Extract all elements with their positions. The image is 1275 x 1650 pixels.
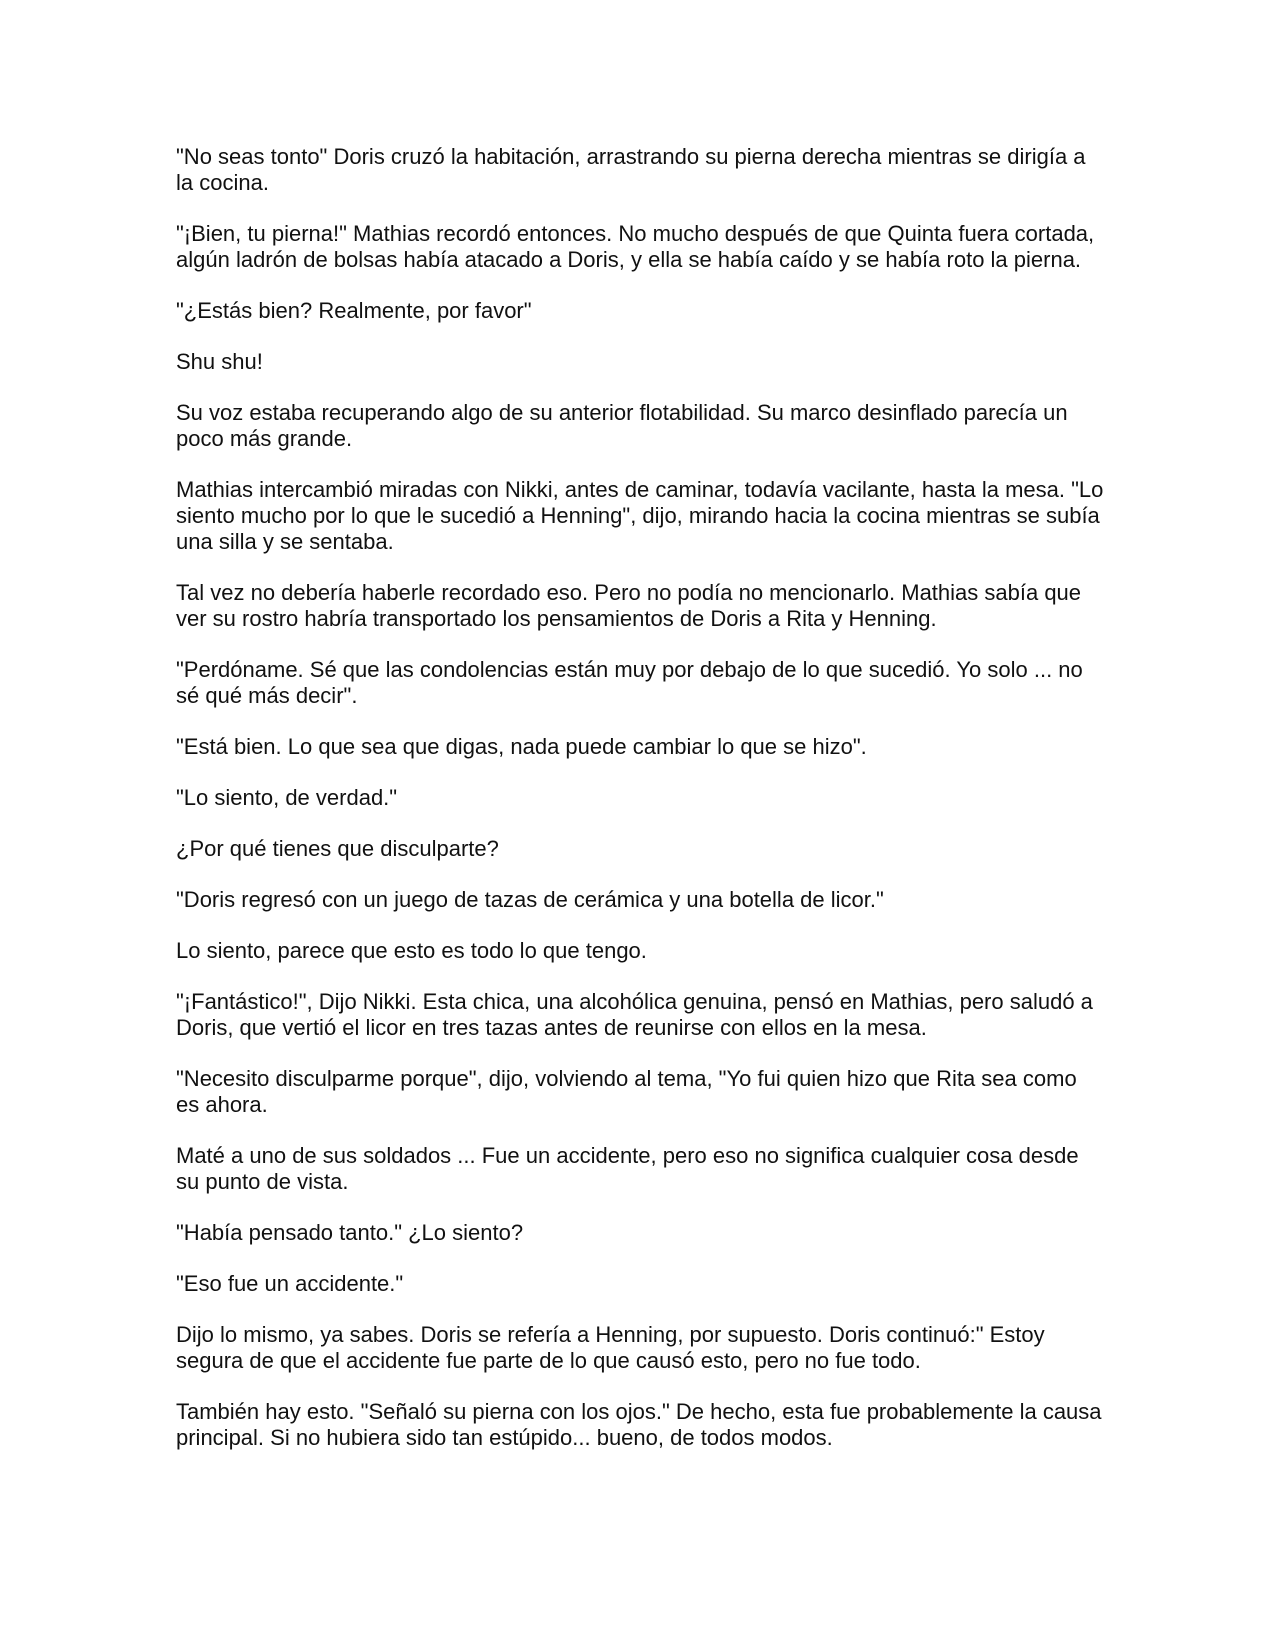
paragraph: También hay esto. "Señaló su pierna con los ojos." De hecho, esta fue probablemente la causa principal. Si no hubiera sido tan estúpido... bueno, de todos modos. bbox=[176, 1399, 1102, 1450]
paragraph: Shu shu! bbox=[176, 349, 263, 374]
paragraph: Tal vez no debería haberle recordado eso. Pero no podía no mencionarlo. Mathias sabía que ver su rostro habría transportado los pensamientos de Doris a Rita y Henning. bbox=[176, 580, 1082, 631]
paragraph: "Había pensado tanto." ¿Lo siento? bbox=[176, 1220, 524, 1245]
paragraph: "Lo siento, de verdad." bbox=[176, 785, 398, 810]
paragraph: ¿Por qué tienes que disculparte? bbox=[176, 836, 499, 861]
paragraph: Lo siento, parece que esto es todo lo que tengo. bbox=[176, 938, 647, 963]
paragraph: "Doris regresó con un juego de tazas de cerámica y una botella de licor." bbox=[176, 887, 884, 912]
paragraph: "¿Estás bien? Realmente, por favor" bbox=[176, 298, 532, 323]
paragraph: Maté a uno de sus soldados ... Fue un accidente, pero eso no significa cualquier cosa desde su punto de vista. bbox=[176, 1143, 1079, 1194]
paragraph: "Eso fue un accidente." bbox=[176, 1271, 404, 1296]
paragraph: "¡Bien, tu pierna!" Mathias recordó entonces. No mucho después de que Quinta fuera cortada, algún ladrón de bolsas había atacado a Doris, y ella se había caído y se había roto la pierna. bbox=[176, 221, 1095, 272]
paragraph: Mathias intercambió miradas con Nikki, antes de caminar, todavía vacilante, hasta la mesa. "Lo siento mucho por lo que le sucedió a Henning", dijo, mirando hacia la cocina mientras se subía una silla y se sentaba. bbox=[176, 477, 1104, 554]
paragraph: "Perdóname. Sé que las condolencias están muy por debajo de lo que sucedió. Yo solo ... no sé qué más decir". bbox=[176, 657, 1083, 708]
paragraph: "¡Fantástico!", Dijo Nikki. Esta chica, una alcohólica genuina, pensó en Mathias, pero saludó a Doris, que vertió el licor en tres tazas antes de reunirse con ellos en la mesa. bbox=[176, 989, 1093, 1040]
document-body bbox=[176, 144, 1106, 1476]
paragraph: Su voz estaba recuperando algo de su anterior flotabilidad. Su marco desinflado parecía un poco más grande. bbox=[176, 400, 1068, 451]
paragraph: "No seas tonto" Doris cruzó la habitación, arrastrando su pierna derecha mientras se dirigía a la cocina. bbox=[176, 144, 1086, 195]
paragraph: "Necesito disculparme porque", dijo, volviendo al tema, "Yo fui quien hizo que Rita sea como es ahora. bbox=[176, 1066, 1077, 1117]
paragraph: Dijo lo mismo, ya sabes. Doris se refería a Henning, por supuesto. Doris continuó:" Estoy segura de que el accidente fue parte de lo que causó esto, pero no fue todo. bbox=[176, 1322, 1045, 1373]
paragraph: "Está bien. Lo que sea que digas, nada puede cambiar lo que se hizo". bbox=[176, 734, 867, 759]
